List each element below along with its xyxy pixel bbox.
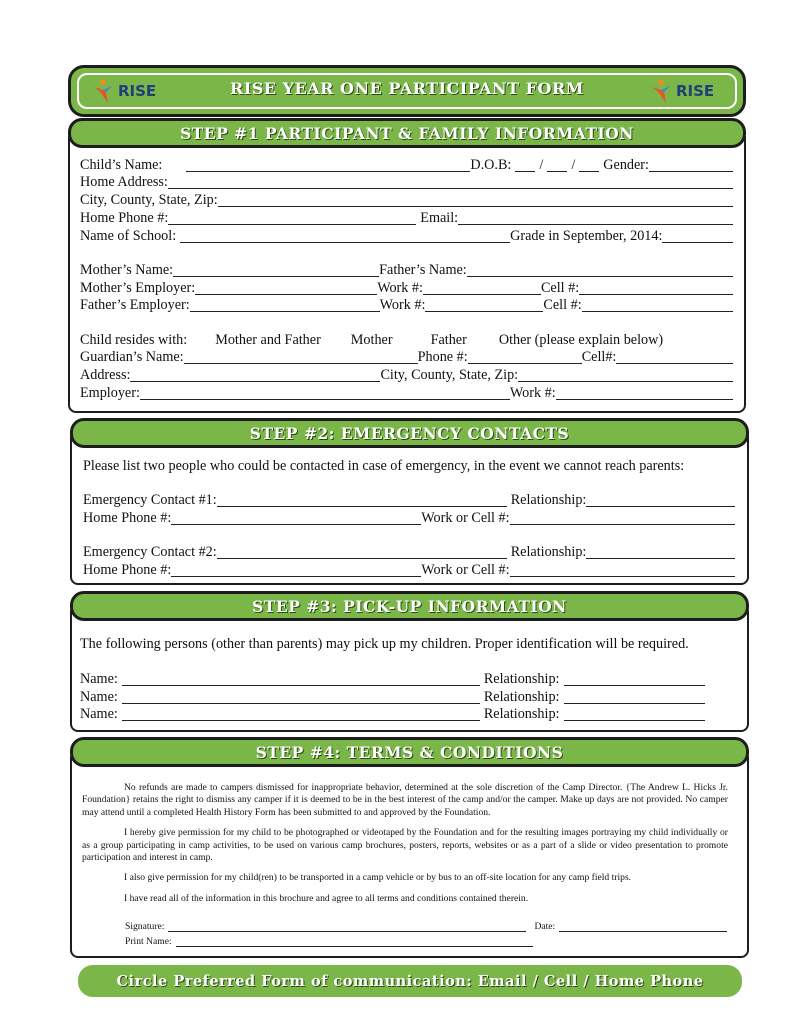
child-name-field[interactable]	[186, 157, 470, 172]
home-address-field[interactable]	[168, 174, 733, 189]
contact2-phone-row: Home Phone #: Work or Cell #:	[83, 562, 735, 579]
guardian-work-field[interactable]	[556, 385, 733, 400]
grade-field[interactable]	[662, 228, 733, 243]
mother-employer-row: Mother’s Employer: Work #: Cell #:	[80, 280, 733, 297]
option-mother-and-father[interactable]: Mother and Father	[215, 332, 321, 348]
terms-paragraph: No refunds are made to campers dismissed for inappropriate behavior, determined at the sole discretion of the Camp Director. {The Andrew L. Hicks Jr. Foundation} retains the right to dismiss any camper if it is deemed to be in the best interest of the camp and/or the camper. Make up days are not provided. No camper may attend until a completed Health History Form has been submitted to and approved by the Foundation.	[82, 782, 728, 818]
pickup2-relationship-field[interactable]	[564, 689, 706, 704]
terms-paragraph: I have read all of the information in this brochure and agree to all terms and conditions contained therein.	[124, 892, 529, 904]
guardian-address-field[interactable]	[130, 367, 380, 382]
step4-title-bar	[70, 737, 749, 767]
gender-field[interactable]	[649, 157, 733, 172]
guardian-employer-field[interactable]	[140, 385, 510, 400]
rise-logo-left	[90, 78, 156, 104]
signature-field[interactable]	[168, 921, 526, 932]
guardian-name-field[interactable]	[184, 349, 418, 364]
mother-employer-field[interactable]	[195, 280, 377, 295]
contact2-work-cell-field[interactable]	[510, 562, 735, 577]
print-name-row: Print Name:	[125, 936, 533, 948]
contact2-relationship-field[interactable]	[586, 544, 735, 559]
guardian-row: Guardian’s Name: Phone #: Cell#:	[80, 349, 733, 366]
dob-day-field[interactable]	[547, 157, 567, 172]
pickup3-row: Name: Relationship:	[80, 706, 705, 723]
logo-text: RISE	[118, 82, 157, 100]
contact1-name-field[interactable]	[217, 492, 507, 507]
address-row: Address: City, County, State, Zip:	[80, 367, 733, 384]
signature-row: Signature: Date:	[125, 921, 727, 933]
contact1-home-phone-field[interactable]	[171, 510, 421, 525]
pickup1-row: Name: Relationship:	[80, 671, 705, 688]
option-mother[interactable]: Mother	[350, 332, 393, 348]
child-name-row: Child’s Name: D.O.B: / / Gender:	[80, 157, 733, 174]
rise-logo-right	[648, 78, 714, 104]
contact2-name-field[interactable]	[217, 544, 507, 559]
father-cell-field[interactable]	[582, 297, 733, 312]
home-address-row: Home Address:	[80, 174, 733, 191]
pickup3-name-field[interactable]	[122, 706, 480, 721]
home-phone-row: Home Phone #: Email:	[80, 210, 733, 227]
option-other[interactable]: Other (please explain below)	[498, 332, 664, 348]
contact1-work-cell-field[interactable]	[510, 510, 735, 525]
option-father[interactable]: Father	[430, 332, 467, 348]
form-header-bar	[68, 65, 746, 117]
rise-figure-icon	[648, 78, 674, 104]
contact2-home-phone-field[interactable]	[171, 562, 421, 577]
mother-work-field[interactable]	[423, 280, 541, 295]
pickup3-relationship-field[interactable]	[564, 706, 706, 721]
step2-title-bar	[70, 418, 749, 448]
father-employer-row: Father’s Employer: Work #: Cell #:	[80, 297, 733, 314]
step2-intro: Please list two people who could be contacted in case of emergency, in the event we cannot reach parents:	[83, 458, 685, 474]
step4-title: STEP #4: TERMS & CONDITIONS	[255, 742, 564, 762]
dob-year-field[interactable]	[579, 157, 599, 172]
guardian-city-field[interactable]	[518, 367, 733, 382]
father-employer-field[interactable]	[190, 297, 380, 312]
school-row: Name of School: Grade in September, 2014:	[80, 228, 733, 245]
contact1-row: Emergency Contact #1: Relationship:	[83, 492, 735, 509]
resides-row: Child resides with: Mother and Father Mother Father Other (please explain below)	[80, 332, 664, 348]
father-name-field[interactable]	[467, 262, 733, 277]
pickup1-relationship-field[interactable]	[564, 671, 706, 686]
terms-paragraph: I also give permission for my child(ren) to be transported in a camp vehicle or by bus to an off-site location for any camp field trips.	[124, 872, 632, 884]
pickup2-row: Name: Relationship:	[80, 689, 705, 706]
rise-figure-icon	[90, 78, 116, 104]
mother-cell-field[interactable]	[579, 280, 733, 295]
home-phone-field[interactable]	[168, 210, 416, 225]
step3-title: STEP #3: PICK-UP INFORMATION	[252, 596, 567, 616]
mother-name-field[interactable]	[173, 262, 379, 277]
terms-text	[82, 782, 728, 905]
contact1-relationship-field[interactable]	[586, 492, 735, 507]
employer-row: Employer: Work #:	[80, 385, 733, 402]
step1-title-bar	[68, 118, 746, 148]
father-work-field[interactable]	[425, 297, 543, 312]
pickup2-name-field[interactable]	[122, 689, 480, 704]
communication-preference[interactable]: Circle Preferred Form of communication: Email / Cell / Home Phone	[116, 972, 704, 990]
school-field[interactable]	[180, 228, 510, 243]
step1-title: STEP #1 PARTICIPANT & FAMILY INFORMATION	[180, 123, 634, 143]
logo-text: RISE	[676, 82, 715, 100]
contact2-row: Emergency Contact #2: Relationship:	[83, 544, 735, 561]
step2-title: STEP #2: EMERGENCY CONTACTS	[249, 423, 570, 443]
city-row: City, County, State, Zip:	[80, 192, 733, 209]
date-field[interactable]	[559, 921, 727, 932]
step3-title-bar	[70, 591, 749, 621]
form-title: RISE YEAR ONE PARTICIPANT FORM	[230, 78, 584, 98]
step3-intro: The following persons (other than parents) may pick up my children. Proper identification will be required.	[80, 636, 689, 652]
guardian-cell-field[interactable]	[616, 349, 733, 364]
dob-month-field[interactable]	[515, 157, 535, 172]
mother-name-row: Mother’s Name: Father’s Name:	[80, 262, 733, 279]
communication-preference-bar	[78, 965, 742, 997]
pickup1-name-field[interactable]	[122, 671, 480, 686]
print-name-field[interactable]	[176, 936, 533, 947]
guardian-phone-field[interactable]	[468, 349, 582, 364]
email-field[interactable]	[458, 210, 733, 225]
terms-paragraph: I hereby give permission for my child to be photographed or videotaped by the Foundation and for the resulting images portraying my child individually or as a group participating in camp activities, to be used on various camp brochures, posters, reports, websites or as a part of a slide or video presentation to promote participation and interest in camp.	[82, 827, 728, 864]
city-state-zip-field[interactable]	[218, 192, 733, 207]
contact1-phone-row: Home Phone #: Work or Cell #:	[83, 510, 735, 527]
